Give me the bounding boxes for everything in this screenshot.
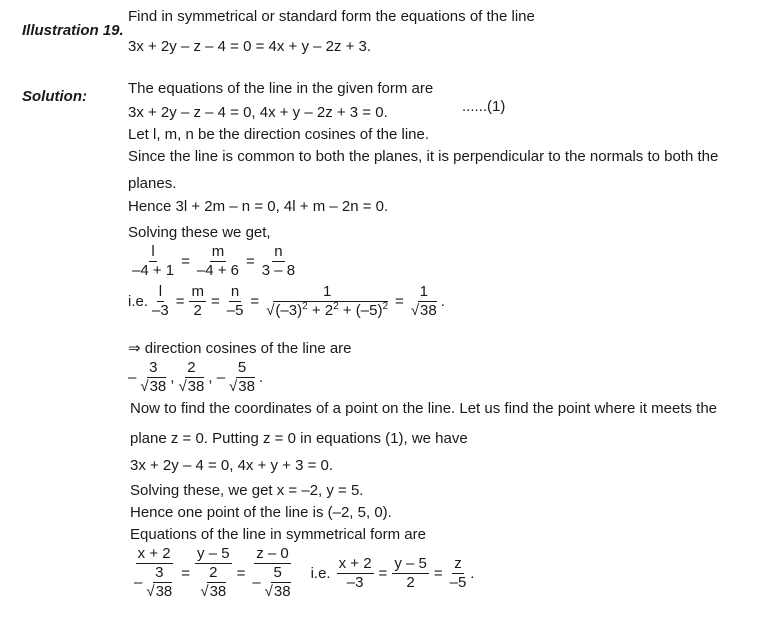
equation-reference: ......(1) [462, 98, 506, 115]
dc-a: $\frac{3}{√38}$ [140, 359, 167, 395]
fraction-l: $\frac{l}{-4 + 1}$ [132, 243, 175, 279]
solution-line-9: plane z = 0. Putting z = 0 in equations (1), we have [130, 430, 468, 447]
solution-line-2: 3x + 2y – z – 4 = 0, 4x + y – 2z + 3 = 0. [128, 104, 388, 121]
final-z2-fraction: $\frac{z}{-5}$ [449, 554, 467, 591]
solution-line-10: 3x + 2y – 4 = 0, 4x + y + 3 = 0. [130, 457, 334, 474]
dc-c: $\frac{5}{√38}$ [229, 359, 255, 395]
solution-line-7: Solving these we get, [128, 224, 271, 241]
solution-line-3: Let l, m, n be the direction cosines of the line. [128, 126, 430, 143]
solution-line-11: Solving these, we get x = –2, y = 5. [130, 482, 364, 499]
final-x2-fraction: $\frac{x + 2}{-3}$ [338, 554, 372, 591]
final-y2-fraction: $\frac{y - 5}{2}$ [394, 554, 427, 591]
ratio-equation-1: $\frac{l}{-4 + 1}$ = $\frac{m}{-4 + 6}$ = $\frac{n}{3 - 8}$ [132, 243, 296, 279]
dc-b: $\frac{2}{√38}$ [178, 359, 205, 395]
final-x-fraction: x + 2 – $\frac{3}{√38}$ [134, 545, 173, 600]
solution-label: Solution: [22, 88, 87, 105]
ie-label: i.e. [128, 293, 149, 310]
direction-cosines-line: ⇒ direction cosines of the line are [128, 340, 352, 357]
illustration-question: Find in symmetrical or standard form the equations of the line [128, 8, 535, 25]
fraction-n: $\frac{n}{3 - 8}$ [261, 243, 296, 279]
solution-line-8: Now to find the coordinates of a point on the line. Let us find the point where it meets the [130, 400, 718, 417]
solution-line-4: Since the line is common to both the planes, it is perpendicular to the normals to both the [128, 148, 719, 165]
final-z-fraction: z – 0 – $\frac{5}{√38}$ [252, 545, 291, 600]
symmetrical-form-equation: x + 2 – $\frac{3}{√38}$ = $\frac{y - 5}{\frac{2}{√38}}$ = z – 0 – $\frac{5}{√38}$ i.e. $\frac{x + 2}{-3}$ = $\frac{y - 5}{2}$ = $\frac{z}{-5}$ . [134, 545, 475, 600]
illustration-equation: 3x + 2y – z – 4 = 0 = 4x + y – 2z + 3. [128, 38, 372, 55]
illustration-label: Illustration 19. [22, 22, 124, 39]
direction-cosines: – $\frac{3}{√38}$ , $\frac{2}{√38}$ , – $\frac{5}{√38}$ . [128, 359, 264, 395]
fraction-one-over-root38: $\frac{1}{√38}$ [410, 283, 437, 319]
solution-line-1: The equations of the line in the given form are [128, 80, 434, 97]
ratio-equation-2: i.e. $\frac{l}{-3}$ = $\frac{m}{2}$ = $\frac{n}{-5}$ = $\frac{1}{√(-3)^2 + 2^2 + (-5)^2}$ = $\frac{1}{√38}$ . [128, 283, 445, 319]
solution-line-12: Hence one point of the line is (–2, 5, 0). [130, 504, 392, 521]
fraction-m-2: $\frac{m}{2}$ [191, 283, 204, 319]
final-y-fraction: $\frac{y - 5}{\frac{2}{√38}}$ [197, 545, 230, 600]
solution-line-6: Hence 3l + 2m – n = 0, 4l + m – 2n = 0. [128, 198, 389, 215]
fraction-l-2: $\frac{l}{-3}$ [152, 283, 169, 319]
fraction-root: $\frac{1}{√(-3)^2 + 2^2 + (-5)^2}$ [266, 283, 389, 319]
solution-line-13: Equations of the line in symmetrical form are [130, 526, 426, 543]
fraction-m: $\frac{m}{-4 + 6}$ [196, 243, 240, 279]
final-ie-label: i.e. [310, 564, 331, 582]
solution-line-5: planes. [128, 175, 177, 192]
fraction-n-2: $\frac{n}{-5}$ [226, 283, 244, 319]
